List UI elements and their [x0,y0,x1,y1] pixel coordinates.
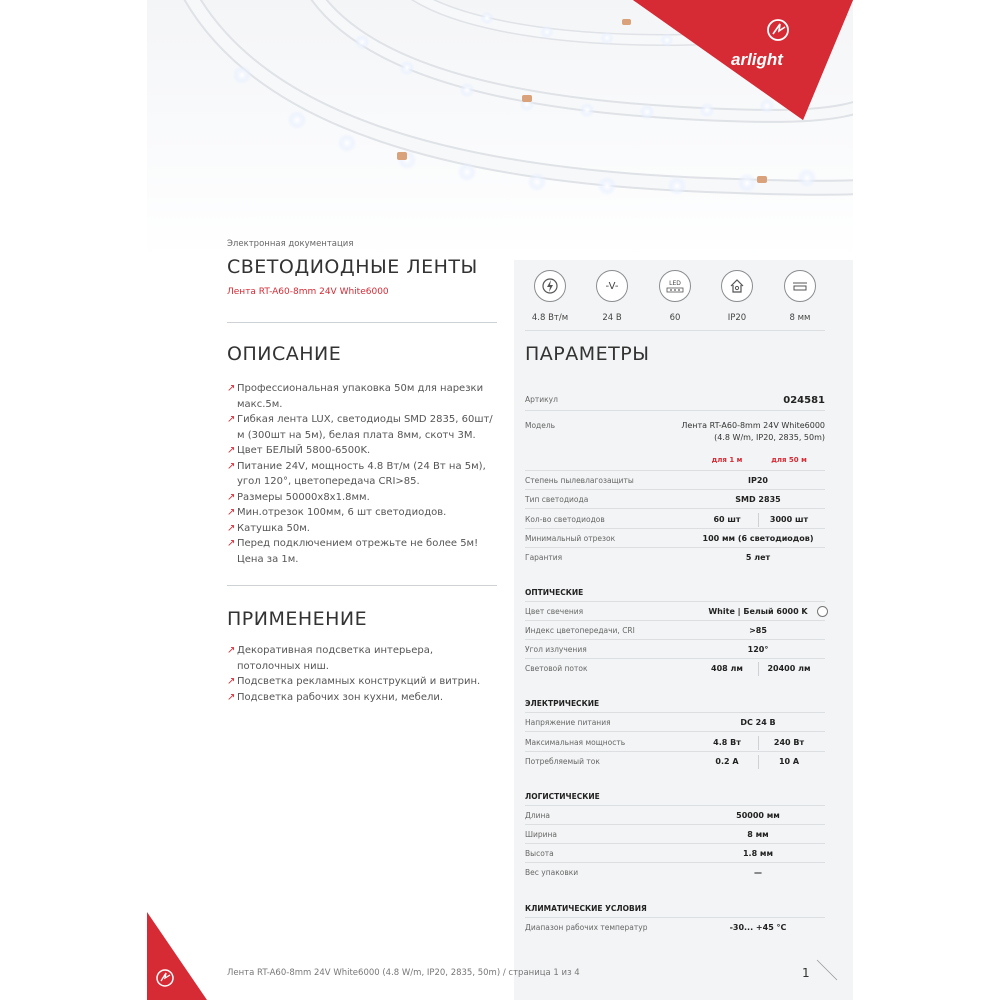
page-title: СВЕТОДИОДНЫЕ ЛЕНТЫ [227,256,478,278]
param-model: Модель Лента RT-A60-8mm 24V White6000 (4.8 W/m, IP20, 2835, 50m) [525,421,825,442]
led-count-icon [659,270,691,302]
model-subtitle: Лента RT-A60-8mm 24V White6000 [227,287,389,297]
divider [525,917,825,918]
divider [525,508,825,509]
page-corner-mark [815,958,839,982]
power-icon [534,270,566,302]
divider [525,805,825,806]
divider [525,712,825,713]
logistics-heading: ЛОГИСТИЧЕСКИЕ [525,792,600,801]
divider [525,843,825,844]
datasheet-page: arlight Электронная документация СВЕТОДИОДНЫЕ ЛЕНТЫ Лента RT-A60-8mm 24V White6000 4.8 Вт/м -V- 24 В LED 60 IP20 8 мм ОПИСАНИЕ ↗ Профессиональная упаковка 50м для нарезки макс.5м. ↗ Гибкая лента LUX, светодиоды SMD 2835, 60шт/м (300шт на 5м), белая плата 8мм, скотч 3М. ↗ Цвет БЕЛЫЙ 5800-6500K. ↗ Питание 24V, мощность 4.8 Вт/м (24 Вт на 5м), угол 120°, цветопередача CRI>85. ↗ Размеры 50000x8x1.8мм. ↗ Мин.отрезок 100мм, 6 шт светодиодов. ↗ Катушка 50м. ↗ Перед подключением отрежьте не более 5м! Цена за 1м. ПРИМЕНЕНИЕ ↗ Декоративная подсветка интерьера, потолочных ниш. ↗ Подсветка рекламных конструкций и витрин. ↗ Подсветка рабочих зон кухни, мебели. ПАРАМЕТРЫ Артикул 024581 Модель Лента RT-A60-8mm 24V White6000 (4.8 W/m, IP20, 2835, 50m) для 1 м для 50 м Степень пылевлагозащиты IP20 Тип светодиода SMD 2835 Кол-во светодиодов 60 шт 3000 шт Минимальный отрезок 100 мм (6 светодиодов) Гарантия 5 лет ОПТИЧЕСКИЕ Цвет свечения White | Белый 6000 K Индекс цветопередачи, CRI >85 Угол излучения 120° Световой поток 408 лм 20400 лм ЭЛЕКТРИЧЕСКИЕ Напряжение питания DC 24 В Максимальная мощность 4.8 Вт 240 Вт Потребляемый ток 0.2 A 10 A ЛОГИСТИЧЕСКИЕ Длина 50000 мм Ширина 8 мм Высота 1.8 мм Вес упаковки — КЛИМАТИЧЕСКИЕ УСЛОВИЯ Диапазон рабочих температур -30... +45 °C Лента RT-A60-8mm 24V White6000 (4.8 W/m, IP20, 2835, 50m) / страница 1 из 4 1 [147,0,853,1000]
divider [525,330,825,331]
list-item: ↗ Гибкая лента LUX, светодиоды SMD 2835, 60шт/м (300шт на 5м), белая плата 8мм, скотч 3М. [227,414,493,441]
divider [525,658,825,659]
divider [525,639,825,640]
led-strip-photo [147,0,853,260]
spec-ip-label: IP20 [727,313,747,323]
divider [525,862,825,863]
divider [758,662,759,676]
brand-name: arlight [731,50,783,69]
divider [525,731,825,732]
list-item: ↗ Декоративная подсветка интерьера, потолочных ниш. [227,645,434,672]
divider [525,601,825,602]
list-item: ↗ Цвет БЕЛЫЙ 5800-6500K. [227,445,371,456]
spec-ip [712,270,762,323]
divider [227,585,497,586]
spec-width [775,270,825,323]
divider [525,470,825,471]
ip-rating-icon [721,270,753,302]
doc-type: Электронная документация [227,239,354,249]
voltage-glyph: -V- [605,280,619,292]
list-item: ↗ Мин.отрезок 100мм, 6 шт светодиодов. [227,507,447,518]
brand-logo [633,0,853,120]
spec-led-count-label: 60 [669,313,681,323]
spec-led-count [650,270,700,323]
divider [525,620,825,621]
divider [758,736,759,750]
electrical-heading: ЭЛЕКТРИЧЕСКИЕ [525,699,600,708]
voltage-icon [596,270,628,302]
description-list [227,381,497,567]
climate-heading: КЛИМАТИЧЕСКИЕ УСЛОВИЯ [525,904,647,913]
spec-icons [525,270,835,330]
spec-power [525,270,575,323]
divider [525,547,825,548]
description-heading: ОПИСАНИЕ [227,343,342,365]
parameters-heading: ПАРАМЕТРЫ [525,343,650,365]
divider [525,410,825,411]
list-item: ↗ Перед подключением отрежьте не более 5м! Цена за 1м. [227,538,479,565]
application-list [227,643,497,705]
list-item: ↗ Подсветка рабочих зон кухни, мебели. [227,691,444,703]
divider [758,755,759,769]
spec-width-label: 8 мм [789,313,811,323]
list-item: ↗ Размеры 50000x8x1.8мм. [227,491,370,503]
footer-text: Лента RT-A60-8mm 24V White6000 (4.8 W/m, IP20, 2835, 50m) / страница 1 из 4 [227,968,580,978]
divider [525,824,825,825]
page-number: 1 [802,966,810,980]
color-swatch [817,606,828,617]
divider [525,528,825,529]
optical-heading: ОПТИЧЕСКИЕ [525,588,584,597]
width-icon [784,270,816,302]
spec-power-label: 4.8 Вт/м [531,313,569,323]
divider [525,751,825,752]
spec-voltage [587,270,637,323]
spec-voltage-label: 24 В [602,313,622,323]
footer-brand-mark [147,912,207,1000]
application-heading: ПРИМЕНЕНИЕ [227,608,368,630]
divider [525,489,825,490]
list-item: ↗ Питание 24V, мощность 4.8 Вт/м (24 Вт на 5м), угол 120°, цветопередача CRI>85. [227,460,486,487]
led-glyph: LED [669,279,681,287]
divider [758,513,759,527]
list-item: ↗ Катушка 50м. [227,522,310,534]
divider [227,322,497,323]
list-item: ↗ Подсветка рекламных конструкций и витрин. [227,676,481,687]
list-item: ↗ Профессиональная упаковка 50м для нарезки макс.5м. [227,383,484,410]
